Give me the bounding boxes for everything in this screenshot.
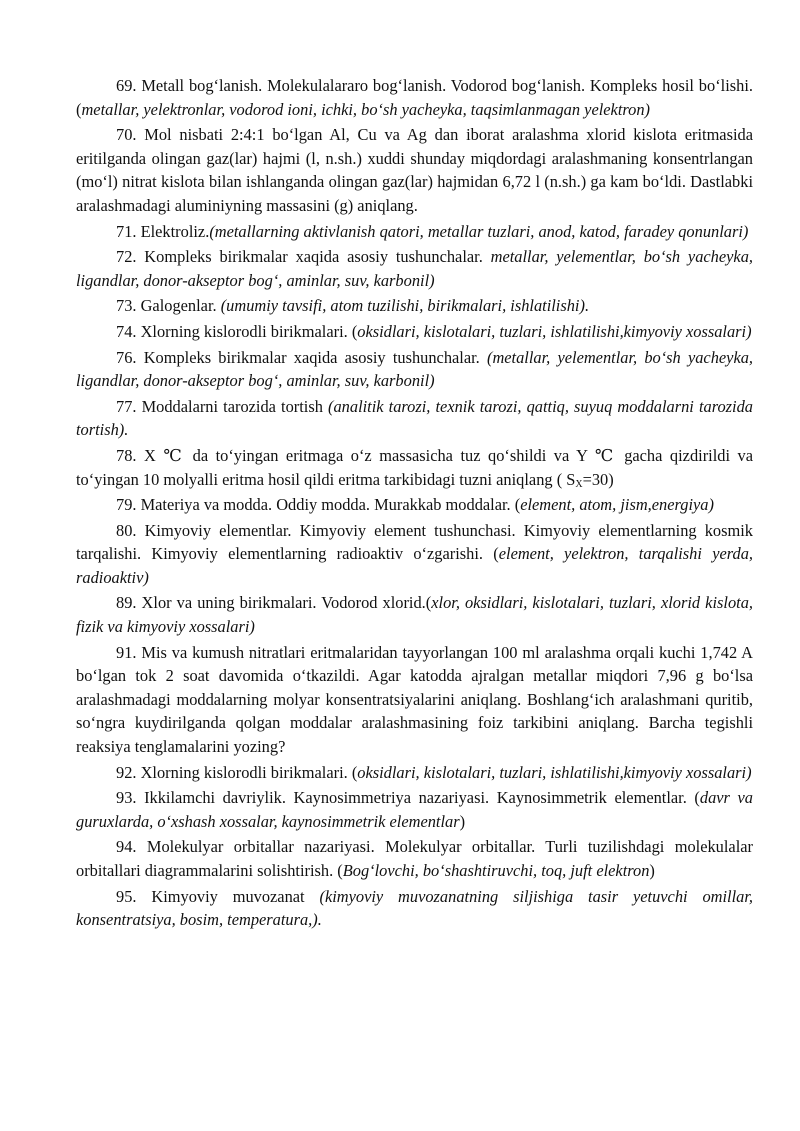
item-text: 91. Mis va kumush nitratlari eritmalaridan tayyorlangan 100 ml aralashma orqali kuchi 1,742 A bo‘lgan tok 2 soat davomida o‘tkazildi. Agar katodda ajralgan metallar miqdori 7,96 g bo‘lsa aralashmadagi moddalarning molyar konsentratsiyalarini aniqlang. Boshlang‘ich aralashmani quritib, so‘ngra kuydirilganda qolgan moddalar aralashmasining foiz tarkibini aniqlang. Barcha tegishli reaksiya tenglamalarini yozing? [76, 642, 753, 757]
item-text-tail: ) [459, 811, 466, 831]
item-keywords: metallar, yelektronlar, vodorod ioni, ichki, bo‘sh yacheyka, taqsimlanmagan yelektron) [81, 99, 650, 119]
item-79 [76, 493, 753, 517]
item-text: 89. Xlor va uning birikmalari. Vodorod xlorid.( [116, 593, 432, 613]
item-keywords: Bog‘lovchi, bo‘shashtiruvchi, toq, juft elektron [342, 861, 650, 880]
item-text: 74. Xlorning kislorodli birikmalari. ( [116, 321, 358, 341]
item-74 [76, 320, 753, 344]
item-keywords: (metallarning aktivlanish qatori, metallar tuzlari, anod, katod, faradey qonunlari) [209, 221, 749, 241]
item-95 [76, 885, 753, 932]
item-text: 73. Galogenlar. [116, 296, 221, 316]
item-93 [76, 786, 753, 833]
item-keywords: metallar, yelementlar, bo‘sh yacheyka, ligandlar, donor-akseptor bog‘, aminlar, suv, karbonil) [76, 247, 753, 290]
item-80 [76, 519, 753, 590]
item-92 [76, 761, 753, 785]
item-94 [76, 835, 753, 882]
item-76 [76, 346, 753, 393]
item-72 [76, 245, 753, 292]
item-keywords: (analitik tarozi, texnik tarozi, qattiq, suyuq moddalarni tarozida tortish). [76, 396, 753, 440]
item-text: 93. Ikkilamchi davriylik. Kaynosimmetriya nazariyasi. Kaynosimmetrik elementlar. ( [116, 788, 700, 808]
item-text: 92. Xlorning kislorodli birikmalari. ( [116, 762, 358, 782]
item-keywords: (kimyoviy muvozanatning siljishiga tasir yetuvchi omillar, konsentratsiya, bosim, temperatura,). [76, 886, 753, 930]
item-text: 72. Kompleks birikmalar xaqida asosiy tushunchalar. [116, 247, 491, 267]
item-keywords: oksidlari, kislotalari, tuzlari, ishlatilishi,kimyoviy xossalari) [357, 762, 752, 782]
item-text: 80. Kimyoviy elementlar. Kimyoviy element tushunchasi. Kimyoviy elementlarning kosmik tarqalishi. Kimyoviy elementlarning radioaktiv o‘zgarishi. ( [76, 520, 753, 564]
item-70 [76, 123, 753, 217]
item-keywords: (umumiy tavsifi, atom tuzilishi, birikmalari, ishlatilishi). [220, 296, 590, 316]
item-keywords: davr va guruxlarda, o‘xshash xossalar, kaynosimmetrik elementlar [76, 788, 753, 831]
item-keywords: (metallar, yelementlar, bo‘sh yacheyka, ligandlar, donor-akseptor bog‘, aminlar, suv, karbonil) [76, 347, 754, 391]
item-text: 77. Moddalarni tarozida tortish [116, 396, 329, 416]
item-89 [76, 591, 753, 638]
item-text: 71. Elektroliz. [116, 221, 210, 241]
item-91 [76, 641, 753, 759]
item-keywords: element, atom, jism,energiya) [520, 495, 714, 515]
item-text: 76. Kompleks birikmalar xaqida asosiy tushunchalar. [116, 347, 487, 367]
document-page [76, 74, 753, 934]
item-text: 79. Materiya va modda. Oddiy modda. Murakkab moddalar. ( [116, 495, 521, 515]
item-keywords: oksidlari, kislotalari, tuzlari, ishlatilishi,kimyoviy xossalari) [357, 321, 752, 341]
item-71 [76, 220, 753, 244]
item-77 [76, 395, 753, 442]
item-text: 70. Mol nisbati 2:4:1 bo‘lgan Al, Cu va Ag dan iborat aralashma xlorid kislota eritmasida eritilganda olingan gaz(lar) hajmi (l, n.sh.) xuddi shunday miqdordagi aralashmaning konsentrlangan (mo‘l) nitrat kislota bilan ishlanganda olingan gaz(lar) hajmidan 6,72 l (n.sh.) ga kam bo‘ldi. Dastlabki aralashmadagi aluminiyning massasini (g) aniqlang. [76, 125, 753, 215]
item-text: 95. Kimyoviy muvozanat [116, 886, 320, 906]
item-text: 78. X ℃ da to‘yingan eritmaga o‘z massasicha tuz qo‘shildi va Y ℃ gacha qizdirildi va to‘yingan 10 molyalli eritma hosil qildi eritma tarkibidagi tuzni aniqlang ( S [76, 445, 753, 489]
item-text-tail: ) [649, 861, 655, 880]
item-keywords: element, yelektron, tarqalishi yerda, radioaktiv) [76, 544, 754, 587]
item-78 [76, 444, 753, 491]
item-text: 94. Molekulyar orbitallar nazariyasi. Molekulyar orbitallar. Turli tuzilishdagi molekulalar orbitallari diagrammalarini solishtirish. ( [76, 837, 753, 880]
item-73 [76, 294, 753, 318]
item-text: 69. Metall bog‘lanish. Molekulalararo bog‘lanish. Vodorod bog‘lanish. Kompleks hosil bo‘lishi. ( [76, 76, 753, 119]
item-69 [76, 74, 753, 121]
item-text-tail: =30) [582, 469, 614, 489]
item-keywords: xlor, oksidlari, kislotalari, tuzlari, xlorid kislota, fizik va kimyoviy xossalari) [76, 593, 753, 637]
subscript-x: X [575, 478, 583, 490]
